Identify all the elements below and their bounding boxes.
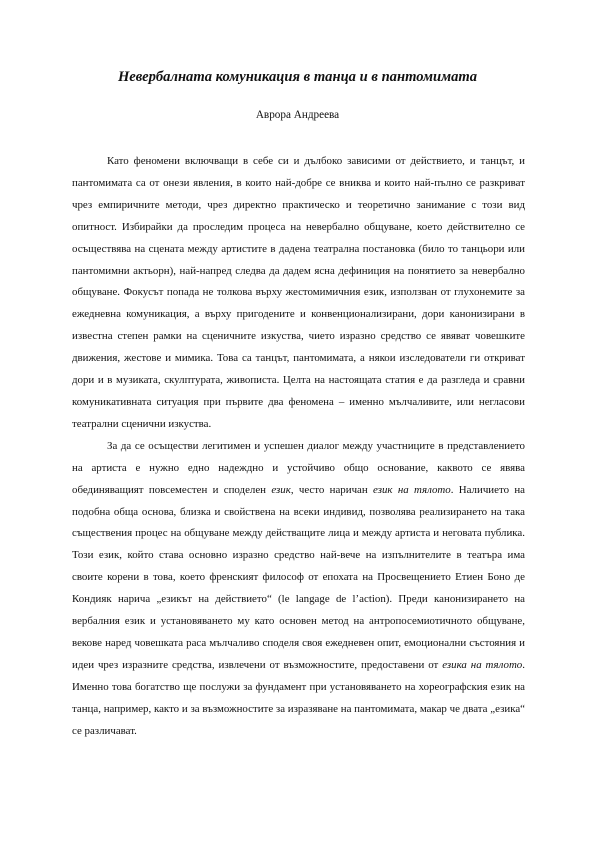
italic-term: език на тялото [373,483,451,496]
text-run: За да се осъществи легитимен и успешен диалог между участниците в представлението на артиста е нужно едно надеждно и устойчиво общо основание, каквото се явява обединяващият повсеместен и споделен [72,439,525,496]
article-author: Аврора Андреева [255,109,340,121]
article-body [72,151,525,742]
body-paragraph [72,436,525,743]
text-run: . Наличието на подобна обща основа, близка и свойствена на всеки индивид, позволява реализирането на така съществения процес на общуване между действащите лица и между артиста и неговата публика. Този език, който става основно изразно средство най-вече на изпълнителите в театъра има своите корени в това, което френският философ от епохата на Просвещението Етиен Боно де Кондияк нарича „езикът на действието“ (le langage de l’action). Преди канонизирането на вербалния език и установяването му като основен метод на антропосемиотичното общуване, векове наред човешката раса мълчаливо споделя своя ежедневен опит, емоционални състояния и идеи чрез изразните средства, извлечени от възможностите, предоставени от [72,483,525,671]
text-run: . Именно това богатство ще послужи за фундамент при установяването на хореографския език на танца, например, както и за възможностите за изразяване на пантомимата, макар че двата „езика“ се различават. [72,658,525,737]
body-paragraph [72,151,525,436]
article-title: Невербалната комуникация в танца и в пантомимата [117,69,478,85]
text-run: , често наричан [290,483,374,496]
italic-term: език [271,483,291,496]
italic-term: езика на тялото [442,658,523,671]
text-run: Като феномени включващи в себе си и дълбоко зависими от действието, и танцът, и пантомимата са от онези явления, в които най-добре се вниква и които най-пълно се разкриват чрез емпиричните методи, чрез директно практическо и теоретично занимание с този вид опитност. Избирайки да проследим процеса на невербално общуване, което действително се осъществява на сцената между артистите в дадена театрална постановка (било то танцьори или пантомимни актьорн), най-напред следва да дадем ясна дефиниция на понятието за невербално общуване. Фокусът попада не толкова върху жестомимичния език, използван от глухонемите за ежедневна комуникация, а върху пригодените и конвенционализирани, дори канонизирани в известна степен рамки на сценичните изкуства, чието изразно средство се явяват човешките движения, жестове и мимика. Това са танцът, пантомимата, а някои изследователи ги откриват дори и в музиката, скулптурата, живописта. Целта на настоящата статия е да разгледа и сравни комуникативната ситуация при първите два феномена – именно мълчаливите, или негласови театрални сценични изкуства. [72,155,525,430]
